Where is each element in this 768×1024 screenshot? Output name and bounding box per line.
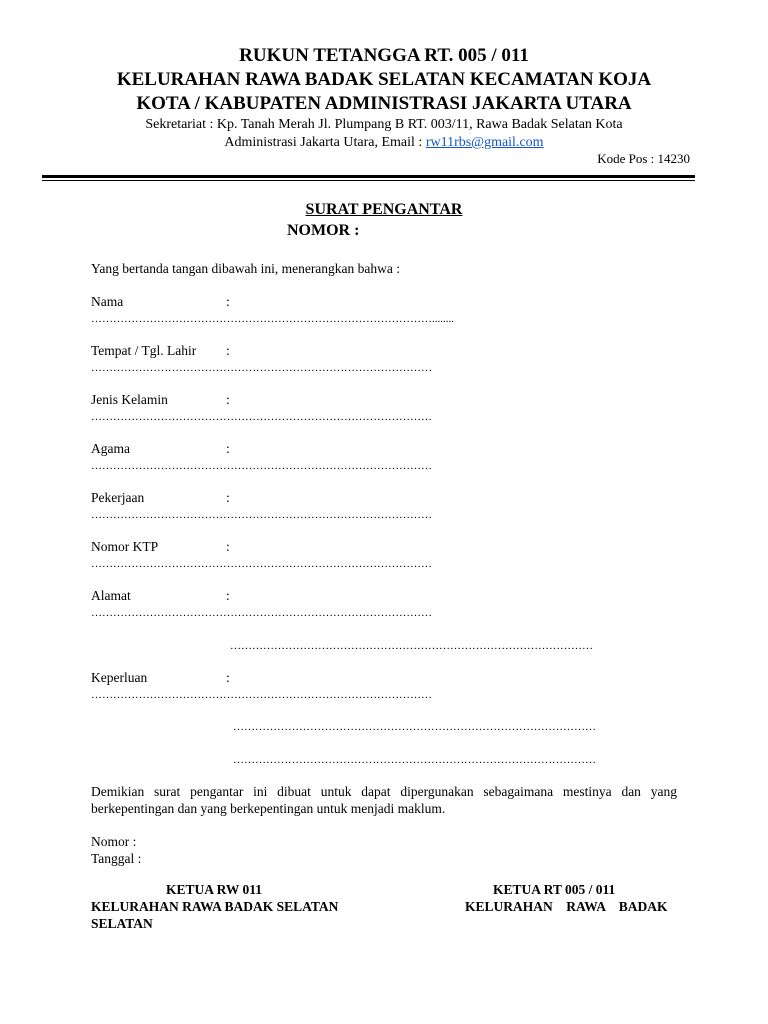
field-fill-keperluan[interactable]: ………………………………………………………………………………… — [91, 689, 432, 701]
field-fill-ttl[interactable]: ………………………………………………………………………………… — [91, 362, 432, 374]
kode-pos: Kode Pos : 14230 — [597, 151, 690, 166]
field-fill-jk[interactable]: ………………………………………………………………………………… — [91, 411, 432, 423]
field-colon: : — [226, 588, 230, 603]
field-label-nama: Nama — [91, 294, 124, 309]
field-colon: : — [226, 670, 230, 685]
field-colon: : — [226, 539, 230, 554]
header-line-3: KOTA / KABUPATEN ADMINISTRASI JAKARTA UTARA — [136, 93, 632, 114]
field-label-keperluan: Keperluan — [91, 670, 148, 685]
sig-left-line-1: KELURAHAN RAWA BADAK SELATAN — [91, 899, 339, 914]
intro-text: Yang bertanda tangan dibawah ini, menerangkan bahwa : — [91, 261, 401, 276]
email-link[interactable]: rw11rbs@gmail.com — [425, 135, 544, 150]
sig-right-line-1: KELURAHAN RAWA BADAK — [465, 899, 668, 914]
field-fill-nama[interactable]: …………………………………………………………………………………........ — [91, 313, 454, 325]
field-label-pekerjaan: Pekerjaan — [91, 490, 145, 505]
header-line-1: RUKUN TETANGGA RT. 005 / 011 — [239, 45, 529, 66]
letter-nomor: NOMOR : — [287, 222, 360, 239]
sig-left-title: KETUA RW 011 — [166, 882, 263, 897]
field-fill-alamat[interactable]: ………………………………………………………………………………… — [91, 607, 432, 619]
field-fill-pekerjaan[interactable]: ………………………………………………………………………………… — [91, 509, 432, 521]
footer-tanggal: Tanggal : — [91, 851, 142, 866]
field-label-ttl: Tempat / Tgl. Lahir — [91, 343, 197, 358]
header-divider-thick — [42, 175, 695, 178]
field-label-ktp: Nomor KTP — [91, 539, 159, 554]
field-label-jk: Jenis Kelamin — [91, 392, 168, 407]
header-line-2: KELURAHAN RAWA BADAK SELATAN KECAMATAN KOJA — [116, 69, 652, 90]
field-colon: : — [226, 343, 230, 358]
field-fill-keperluan-2[interactable]: ……………………………………………………………………………………… — [233, 721, 596, 733]
field-label-alamat: Alamat — [91, 588, 131, 603]
field-colon: : — [226, 490, 230, 505]
sig-right-title: KETUA RT 005 / 011 — [493, 882, 616, 897]
field-fill-ktp[interactable]: ………………………………………………………………………………… — [91, 558, 432, 570]
header-address-1: Sekretariat : Kp. Tanah Merah Jl. Plumpang B RT. 003/11, Rawa Badak Selatan Kota — [145, 117, 623, 132]
footer-nomor: Nomor : — [91, 834, 137, 849]
field-fill-alamat-2[interactable]: ……………………………………………………………………………………… — [230, 640, 593, 652]
field-colon: : — [226, 441, 230, 456]
closing-paragraph: Demikian surat pengantar ini dibuat untuk dapat dipergunakan sebagaimana mestinya dan yang berkepentingan dan yang berkepentingan untuk menjadi maklum. — [91, 784, 677, 816]
sig-left-line-2: SELATAN — [91, 916, 153, 931]
field-fill-agama[interactable]: ………………………………………………………………………………… — [91, 460, 432, 472]
header-divider-thin — [42, 180, 695, 181]
letter-title: SURAT PENGANTAR — [305, 201, 463, 218]
field-fill-keperluan-3[interactable]: ……………………………………………………………………………………… — [233, 754, 596, 766]
field-colon: : — [226, 392, 230, 407]
field-colon: : — [226, 294, 230, 309]
field-label-agama: Agama — [91, 441, 130, 456]
header-address-2-prefix: Administrasi Jakarta Utara, Email : — [224, 135, 426, 150]
